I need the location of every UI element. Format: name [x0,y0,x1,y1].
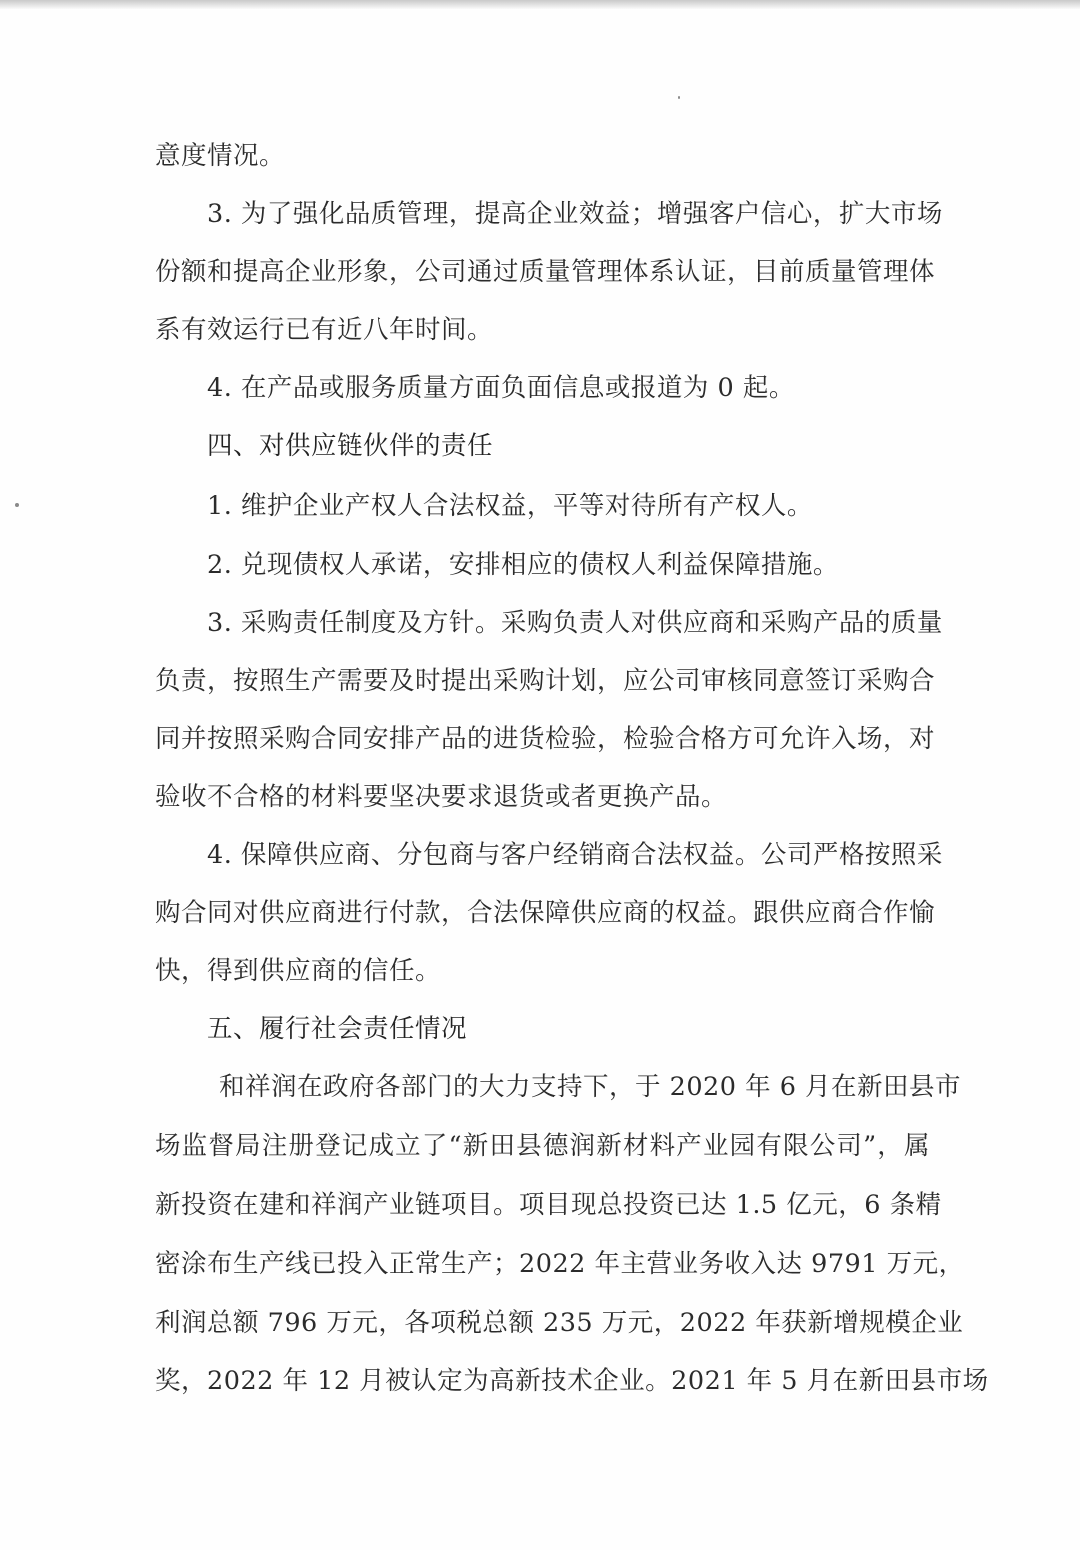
text-line: 份额和提高企业形象，公司通过质量管理体系认证，目前质量管理体 [155,257,936,287]
text-line: 3. 采购责任制度及方针。采购负责人对供应商和采购产品的质量 [207,608,943,638]
text-line: 4. 在产品或服务质量方面负面信息或报道为 0 起。 [207,373,795,403]
section-heading: 四、对供应链伙伴的责任 [207,431,494,461]
text-line: 系有效运行已有近八年时间。 [155,315,494,345]
text-line: 同并按照采购合同安排产品的进货检验，检验合格方可允许入场，对 [155,724,936,754]
text-line: 场监督局注册登记成立了“新田县德润新材料产业园有限公司”，属 [155,1131,930,1161]
text-line: 利润总额 796 万元，各项税总额 235 万元，2022 年获新增规模企业 [155,1308,964,1338]
scan-top-edge [0,0,1080,9]
text-line: 密涂布生产线已投入正常生产；2022 年主营业务收入达 9791 万元， [155,1249,965,1279]
text-line: 意度情况。 [155,141,286,171]
text-line: 快，得到供应商的信任。 [155,956,442,986]
text-line: 1. 维护企业产权人合法权益，平等对待所有产权人。 [207,491,813,521]
text-line: 新投资在建和祥润产业链项目。项目现总投资已达 1.5 亿元，6 条精 [155,1190,942,1220]
text-line: 3. 为了强化品质管理，提高企业效益；增强客户信心，扩大市场 [207,199,943,229]
text-line: 2. 兑现债权人承诺，安排相应的债权人利益保障措施。 [207,550,839,580]
text-line: 和祥润在政府各部门的大力支持下，于 2020 年 6 月在新田县市 [219,1072,962,1102]
text-line: 购合同对供应商进行付款，合法保障供应商的权益。跟供应商合作愉 [155,898,936,928]
scan-speck [678,96,680,99]
section-heading: 五、履行社会责任情况 [207,1014,468,1044]
text-line: 4. 保障供应商、分包商与客户经销商合法权益。公司严格按照采 [207,840,943,870]
text-line: 验收不合格的材料要坚决要求退货或者更换产品。 [155,782,728,812]
scan-speck [15,503,19,507]
text-line: 负责，按照生产需要及时提出采购计划，应公司审核同意签订采购合 [155,666,936,696]
text-line: 奖，2022 年 12 月被认定为高新技术企业。2021 年 5 月在新田县市场 [155,1366,989,1396]
